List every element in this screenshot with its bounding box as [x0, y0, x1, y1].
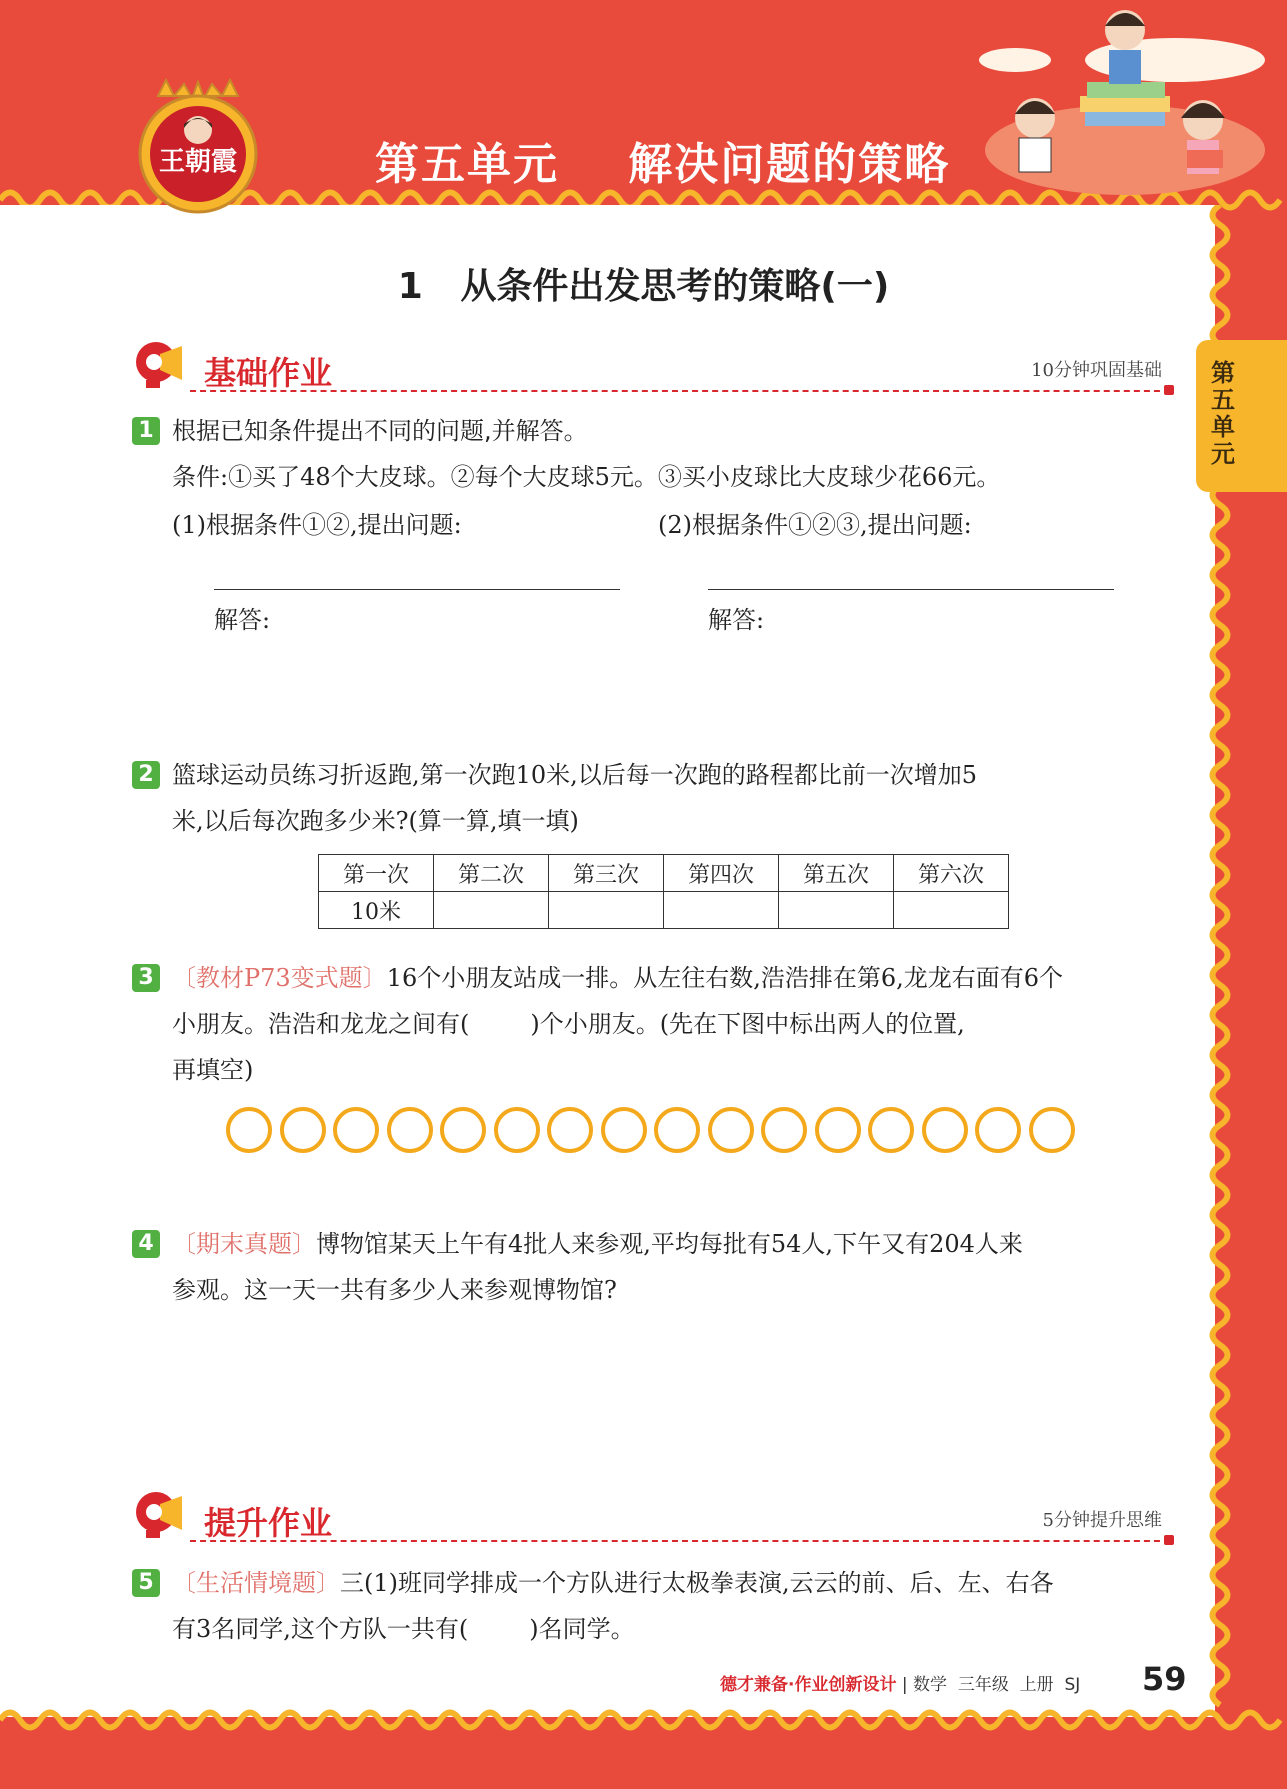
section-divider — [190, 1540, 1170, 1542]
question-5-tag: 〔生活情境题〕 — [172, 1569, 340, 1597]
child-circle[interactable] — [761, 1107, 807, 1153]
question-1-answer2-label: 解答: — [708, 606, 765, 634]
child-circle[interactable] — [815, 1107, 861, 1153]
question-number-2: 2 — [132, 761, 160, 789]
child-circle[interactable] — [494, 1107, 540, 1153]
run-distance-table — [318, 854, 1009, 929]
child-circle[interactable] — [601, 1107, 647, 1153]
brand-logo — [128, 78, 268, 218]
child-circle[interactable] — [226, 1107, 272, 1153]
question-4-line1-text: 博物馆某天上午有4批人来参观,平均每批有54人,下午又有204人来 — [316, 1230, 1023, 1258]
answer-line-question-1-part2[interactable] — [708, 589, 1114, 590]
section-title-basic: 基础作业 — [204, 354, 333, 392]
page-footer — [720, 1670, 1080, 1695]
question-3-line1-text: 16个小朋友站成一排。从左往右数,浩浩排在第6,龙龙右面有6个 — [386, 964, 1064, 992]
table-answer-cell[interactable] — [779, 892, 894, 929]
question-5-line1 — [172, 1560, 1054, 1606]
question-4-line1 — [172, 1221, 1023, 1267]
question-3-line3: 再填空) — [172, 1056, 254, 1084]
answer-line-question-1-part1[interactable] — [214, 589, 620, 590]
section-title-advanced: 提升作业 — [204, 1504, 333, 1542]
question-4-tag: 〔期末真题〕 — [172, 1230, 316, 1258]
question-3-tag: 〔教材P73变式题〕 — [172, 964, 387, 992]
question-3-line1 — [172, 955, 1063, 1001]
unit-title: 第五单元 解决问题的策略 — [375, 139, 951, 190]
child-circle[interactable] — [975, 1107, 1021, 1153]
table-answer-cell[interactable] — [664, 892, 779, 929]
question-4-line2: 参观。这一天一共有多少人来参观博物馆? — [172, 1276, 617, 1304]
table-answer-cell[interactable] — [894, 892, 1009, 929]
table-value-cell: 10米 — [319, 892, 434, 929]
question-1-part1: (1)根据条件①②,提出问题: — [172, 511, 462, 539]
child-circle[interactable] — [387, 1107, 433, 1153]
section-header-advanced — [130, 1486, 1170, 1546]
question-number-3: 3 — [132, 964, 160, 992]
child-circle[interactable] — [1029, 1107, 1075, 1153]
section-divider — [190, 390, 1170, 392]
child-circle[interactable] — [922, 1107, 968, 1153]
lightbulb-megaphone-icon — [130, 336, 190, 396]
lightbulb-megaphone-icon — [130, 1486, 190, 1546]
footer-info: 数学 三年级 上册 SJ — [913, 1675, 1081, 1695]
section-divider-end — [1164, 385, 1174, 395]
table-header-cell: 第一次 — [319, 855, 434, 892]
table-header-cell: 第二次 — [434, 855, 549, 892]
question-1-conditions: 条件:①买了48个大皮球。②每个大皮球5元。③买小皮球比大皮球少花66元。 — [172, 463, 1001, 491]
table-answer-cell[interactable] — [549, 892, 664, 929]
question-number-5: 5 — [132, 1569, 160, 1597]
table-header-row — [319, 855, 1009, 892]
section-note-basic: 10分钟巩固基础 — [1031, 360, 1162, 381]
child-circle[interactable] — [708, 1107, 754, 1153]
question-3-line2: 小朋友。浩浩和龙龙之间有( )个小朋友。(先在下图中标出两人的位置, — [172, 1010, 965, 1038]
child-circle[interactable] — [280, 1107, 326, 1153]
footer-brand: 德才兼备·作业创新设计 — [720, 1675, 897, 1695]
unit-side-tab-label: 第五单元 — [1211, 359, 1235, 468]
question-2-line1: 篮球运动员练习折返跑,第一次跑10米,以后每一次跑的路程都比前一次增加5 — [172, 761, 978, 789]
question-1-part2: (2)根据条件①②③,提出问题: — [658, 511, 972, 539]
question-number-1: 1 — [132, 417, 160, 445]
section-note-advanced: 5分钟提升思维 — [1042, 1510, 1162, 1531]
lesson-title: 1 从条件出发思考的策略(一) — [397, 266, 890, 307]
question-1-prompt: 根据已知条件提出不同的问题,并解答。 — [172, 417, 588, 445]
section-header-basic — [130, 336, 1170, 396]
child-circle[interactable] — [868, 1107, 914, 1153]
table-header-cell: 第三次 — [549, 855, 664, 892]
question-5-line2: 有3名同学,这个方队一共有( )名同学。 — [172, 1615, 635, 1643]
child-circle[interactable] — [440, 1107, 486, 1153]
child-circle[interactable] — [654, 1107, 700, 1153]
table-answer-cell[interactable] — [434, 892, 549, 929]
page-number: 59 — [1142, 1660, 1187, 1698]
table-header-cell: 第四次 — [664, 855, 779, 892]
bottom-wave-border — [0, 1700, 1287, 1740]
table-value-row — [319, 892, 1009, 929]
question-number-4: 4 — [132, 1230, 160, 1258]
child-circle[interactable] — [547, 1107, 593, 1153]
child-circle[interactable] — [333, 1107, 379, 1153]
question-1-answer1-label: 解答: — [214, 606, 271, 634]
question-2-line2: 米,以后每次跑多少米?(算一算,填一填) — [172, 807, 579, 835]
kids-reading-illustration — [975, 0, 1275, 215]
table-header-cell: 第五次 — [779, 855, 894, 892]
section-divider-end — [1164, 1535, 1174, 1545]
children-circles-row — [226, 1107, 1076, 1155]
svg-text:王朝霞: 王朝霞 — [158, 147, 238, 177]
table-header-cell: 第六次 — [894, 855, 1009, 892]
question-5-line1-text: 三(1)班同学排成一个方队进行太极拳表演,云云的前、后、左、右各 — [340, 1569, 1054, 1597]
footer-separator: | — [896, 1675, 914, 1695]
